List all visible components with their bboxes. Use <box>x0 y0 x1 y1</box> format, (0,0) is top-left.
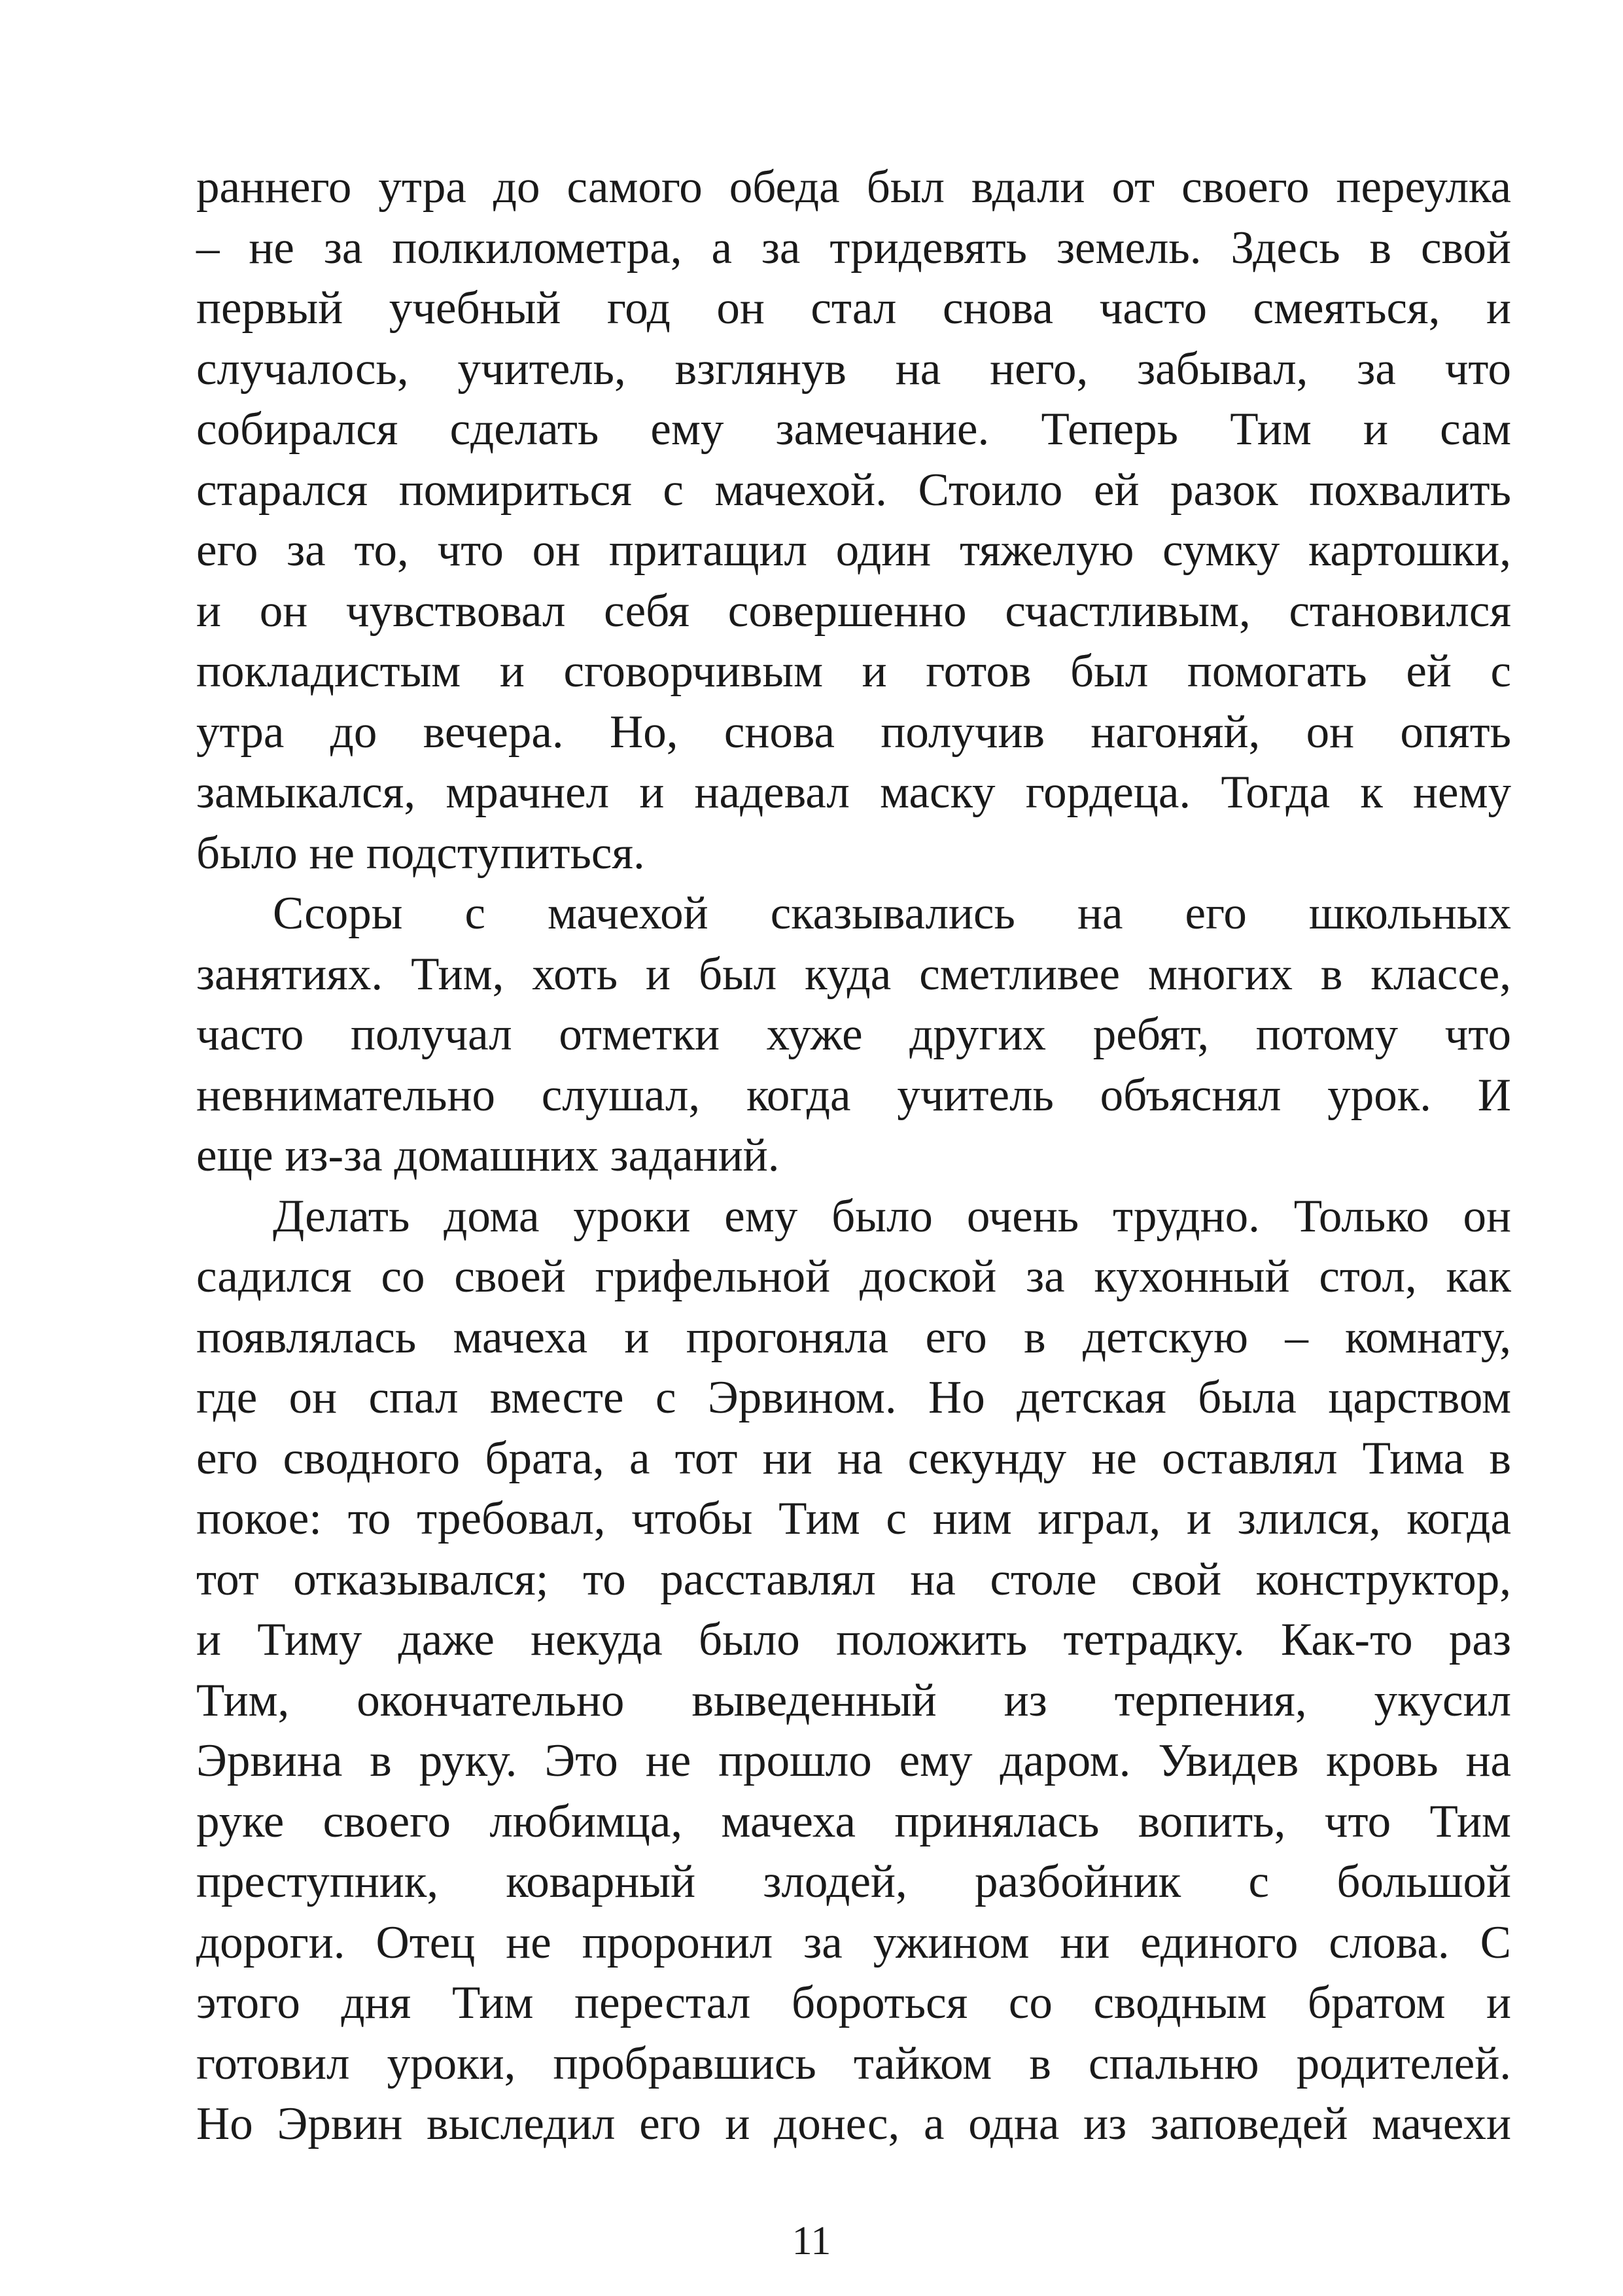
text-line: тот отказывался; то расставлял на столе свой конструктор, <box>196 1553 1511 1605</box>
paragraph-1 <box>196 157 1511 883</box>
text-line: раннего утра до самого обеда был вдали от своего переулка <box>196 162 1511 213</box>
text-line: утра до вечера. Но, снова получив нагоняй, он опять <box>196 706 1511 758</box>
text-line: его за то, что он притащил один тяжелую сумку картошки, <box>196 525 1511 576</box>
text-line: руке своего любимца, мачеха принялась вопить, что Тим <box>196 1795 1511 1847</box>
text-line: готовил уроки, пробравшись тайком в спальню родителей. <box>196 2038 1511 2089</box>
text-line: занятиях. Тим, хоть и был куда сметливее многих в классе, <box>196 948 1511 1000</box>
text-line: замыкался, мрачнел и надевал маску гордеца. Тогда к нему <box>196 767 1511 818</box>
text-line: и Тиму даже некуда было положить тетрадку. Как-то раз <box>196 1614 1511 1665</box>
text-line: этого дня Тим перестал бороться со сводным братом и <box>196 1977 1511 2028</box>
text-line: и он чувствовал себя совершенно счастливым, становился <box>196 585 1511 637</box>
text-line: где он спал вместе с Эрвином. Но детская была царством <box>196 1372 1511 1423</box>
paragraph-2 <box>196 883 1511 1186</box>
text-line: Эрвина в руку. Это не прошло ему даром. Увидев кровь на <box>196 1735 1511 1786</box>
text-line: его сводного брата, а тот ни на секунду не оставлял Тима в <box>196 1432 1511 1484</box>
text-line: еще из-за домашних заданий. <box>196 1130 780 1181</box>
text-line: случалось, учитель, взглянув на него, забывал, за что <box>196 343 1511 395</box>
page-body <box>196 157 1511 2155</box>
text-line: часто получал отметки хуже других ребят, потому что <box>196 1009 1511 1060</box>
text-line: дороги. Отец не проронил за ужином ни единого слова. С <box>196 1916 1511 1968</box>
text-line: Ссоры с мачехой сказывались на его школьных <box>273 888 1511 939</box>
text-line: собирался сделать ему замечание. Теперь Тим и сам <box>196 404 1511 455</box>
text-line: Но Эрвин выследил его и донес, а одна из заповедей мачехи <box>196 2098 1511 2149</box>
paragraph-3 <box>196 1186 1511 2155</box>
text-line: покое: то требовал, чтобы Тим с ним играл, и злился, когда <box>196 1493 1511 1544</box>
text-line: было не подступиться. <box>196 827 645 879</box>
text-line: первый учебный год он стал снова часто смеяться, и <box>196 283 1511 334</box>
text-line: преступник, коварный злодей, разбойник с большой <box>196 1856 1511 1907</box>
text-line: покладистым и сговорчивым и готов был помогать ей с <box>196 646 1511 697</box>
text-line: невнимательно слушал, когда учитель объяснял урок. И <box>196 1069 1511 1121</box>
text-line: Делать дома уроки ему было очень трудно. Только он <box>273 1190 1511 1242</box>
text-line: появлялась мачеха и прогоняла его в детскую – комнату, <box>196 1311 1511 1363</box>
text-line: садился со своей грифельной доской за кухонный стол, как <box>196 1251 1511 1302</box>
text-line: – не за полкилометра, а за тридевять земель. Здесь в свой <box>196 222 1511 274</box>
page-number: 11 <box>792 2219 831 2263</box>
text-line: старался помириться с мачехой. Стоило ей разок похвалить <box>196 464 1511 516</box>
text-line: Тим, окончательно выведенный из терпения, укусил <box>196 1674 1511 1726</box>
